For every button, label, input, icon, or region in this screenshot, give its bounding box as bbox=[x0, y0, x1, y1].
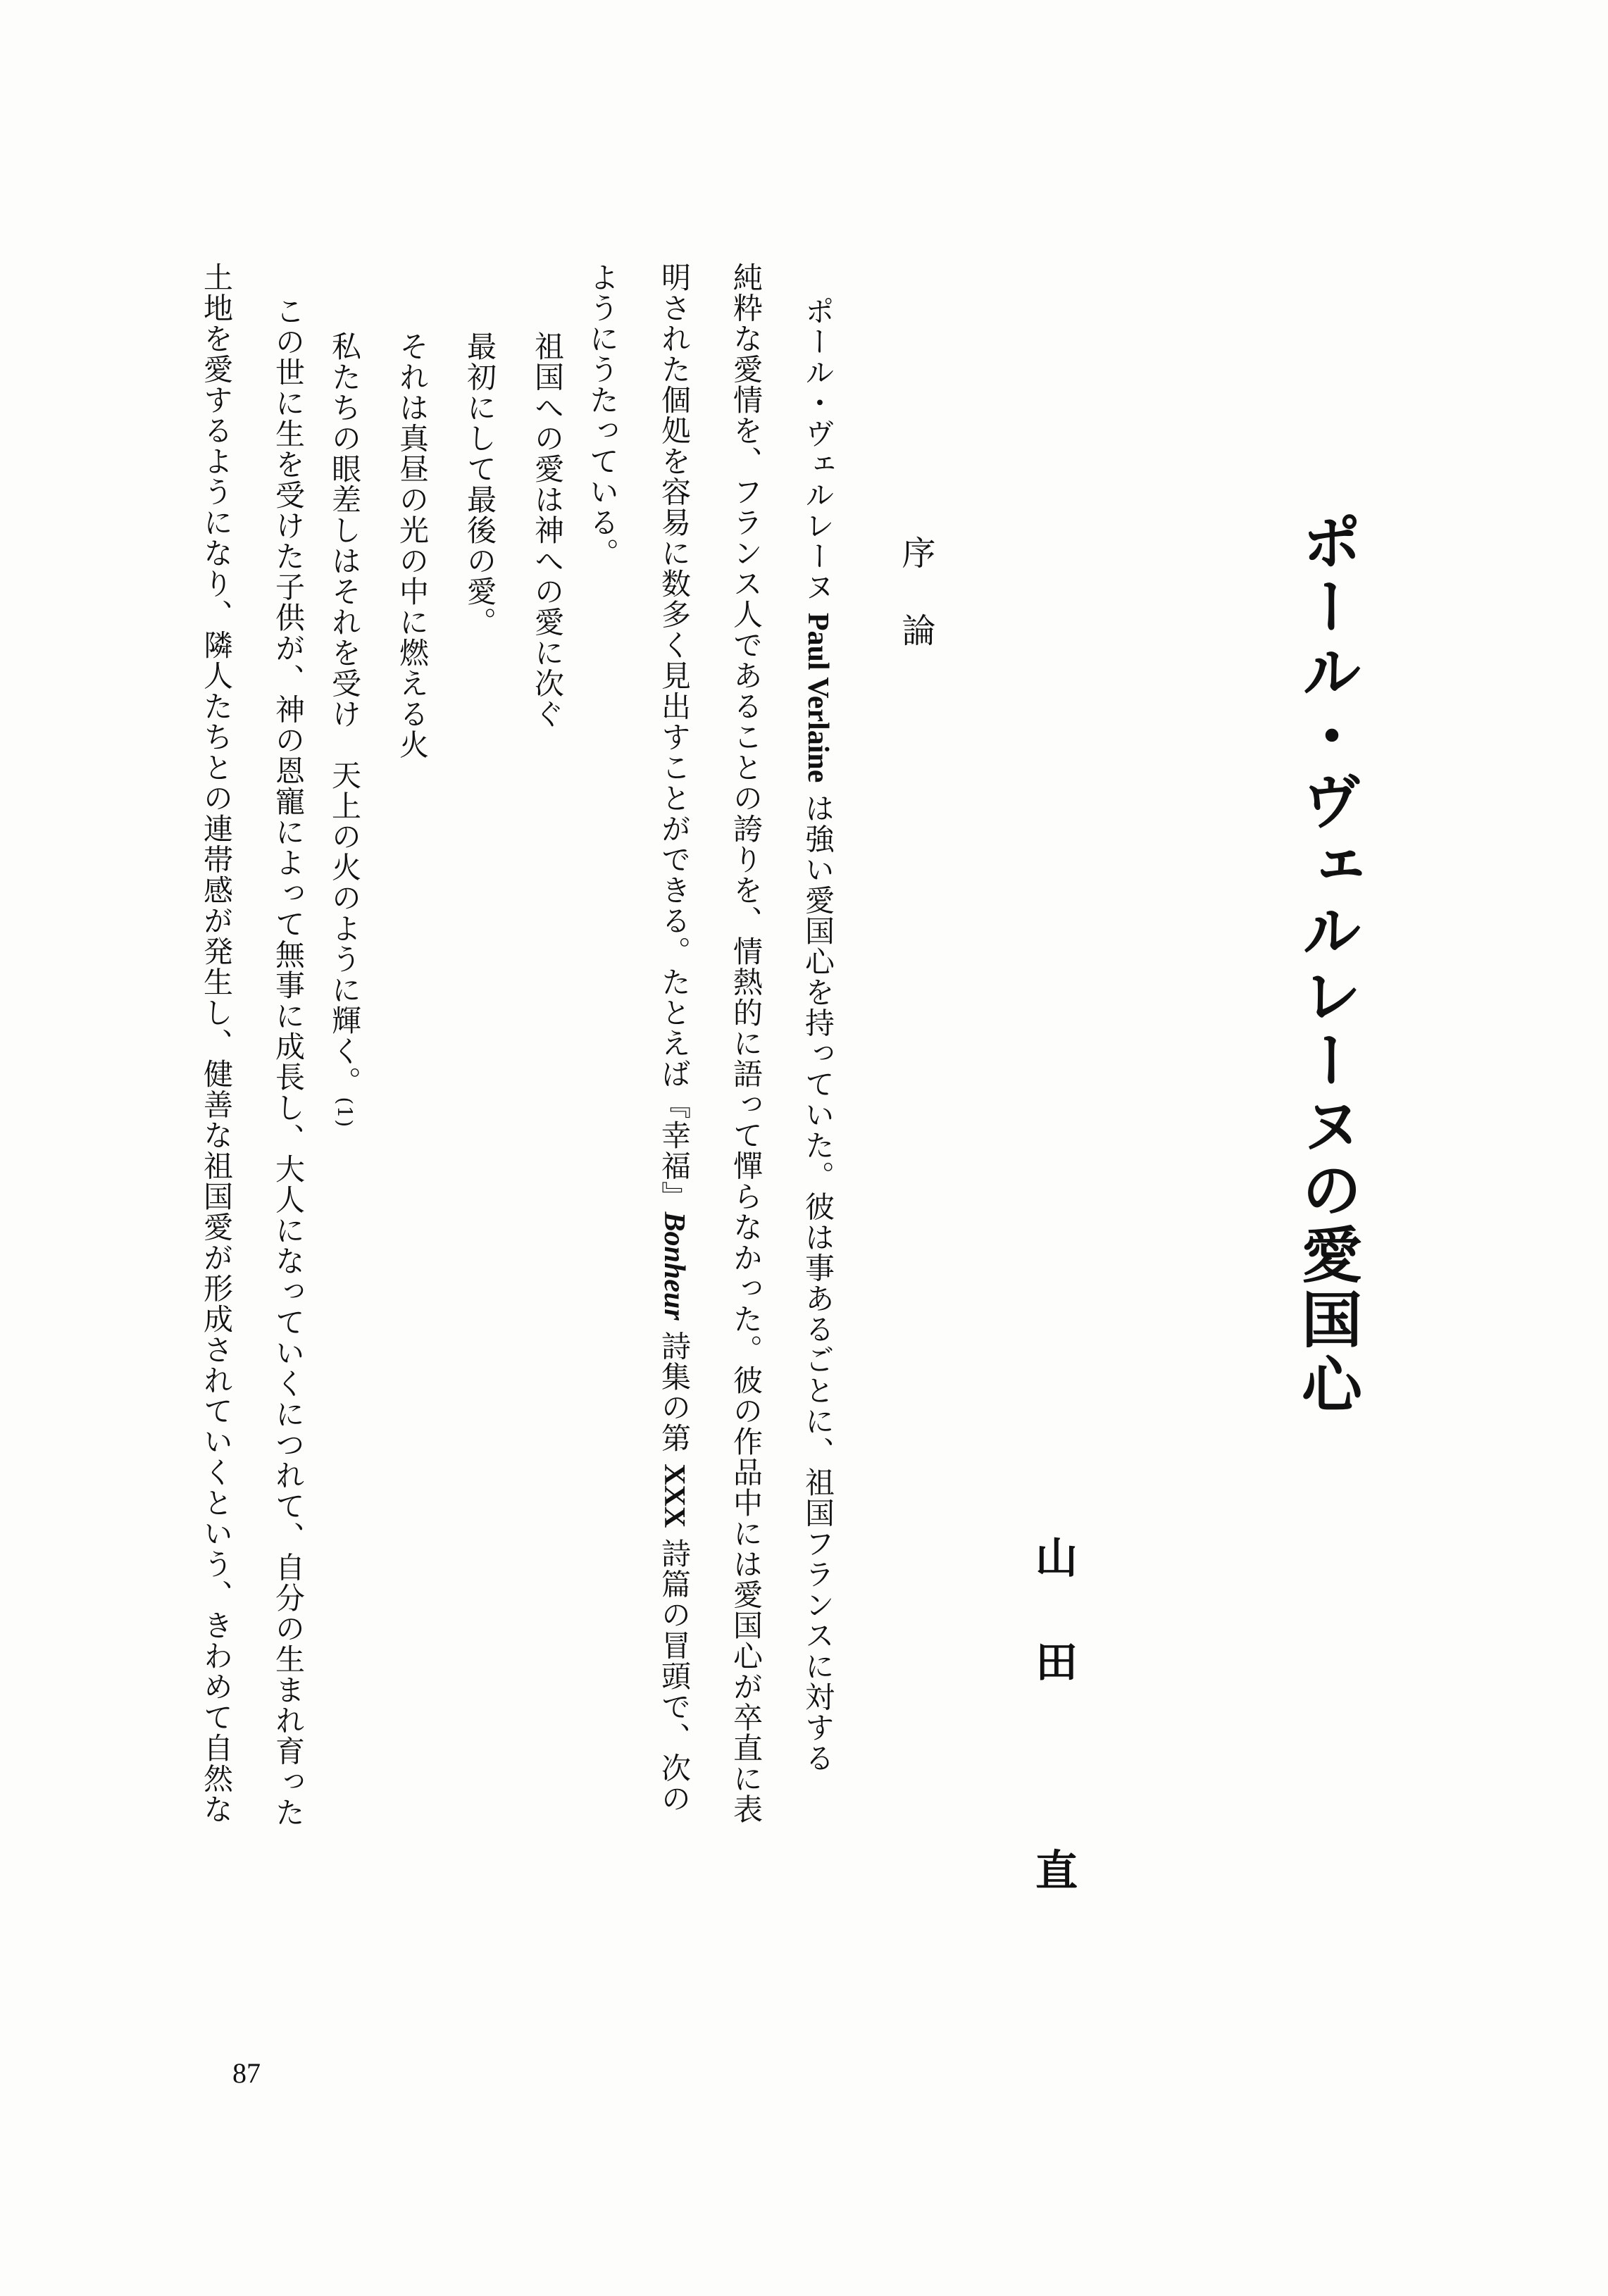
body2-line-2: 土地を愛するようになり、隣人たちとの連帯感が発生し、健善な祖国愛が形成されていくという、きわめて自然な bbox=[199, 262, 234, 1825]
poem-line-4-text: 私たちの眼差しはそれを受け 天上の火のように輝く。 bbox=[328, 331, 362, 1097]
author-name: 山田 直 bbox=[1028, 1535, 1078, 1952]
footnote-marker: (1) bbox=[333, 1097, 356, 1128]
work-title-latin: Bonheur bbox=[658, 1211, 690, 1321]
body-line-2: 純粋な愛情を、フランス人であることの誇りを、情熱的に語って憚らなかった。彼の作品中には愛国心が卒直に表 bbox=[729, 262, 764, 1825]
body-line-3-post: 詩篇の冒頭で、次の bbox=[657, 1528, 692, 1814]
body-line-1-post: は強い愛国心を持っていた。彼は事あるごとに、祖国フランスに対する bbox=[801, 782, 835, 1774]
body-line-1-pre: ポール・ヴェルレーヌ bbox=[801, 296, 835, 613]
body-line-3-pre: 明された個処を容易に数多く見出すことができる。たとえば『幸福』 bbox=[657, 262, 692, 1212]
article-title: ポール・ヴェルレーヌの愛国心 bbox=[1291, 511, 1362, 1418]
poem-line-2: 最初にして最後の愛。 bbox=[463, 331, 497, 637]
poem-number: XXX bbox=[658, 1464, 690, 1528]
poem-line-1: 祖国への愛は神への愛に次ぐ bbox=[530, 331, 565, 730]
body-line-1 bbox=[803, 296, 833, 1773]
poem-line-4 bbox=[328, 331, 362, 1128]
page-number: 87 bbox=[232, 2057, 261, 2089]
body2-line-1: この世に生を受けた子供が、神の恩寵によって無事に成長し、大人になっていくにつれて、自分の生まれ育った bbox=[271, 296, 306, 1828]
body-line-3 bbox=[657, 262, 692, 1814]
section-heading: 序論 bbox=[896, 535, 935, 690]
poem-line-3: それは真昼の光の中に燃える火 bbox=[395, 331, 430, 760]
poet-name-latin: Paul Verlaine bbox=[802, 612, 834, 783]
body-line-4: ようにうたっている。 bbox=[585, 262, 620, 568]
body-line-3-mid: 詩集の第 bbox=[657, 1320, 692, 1464]
